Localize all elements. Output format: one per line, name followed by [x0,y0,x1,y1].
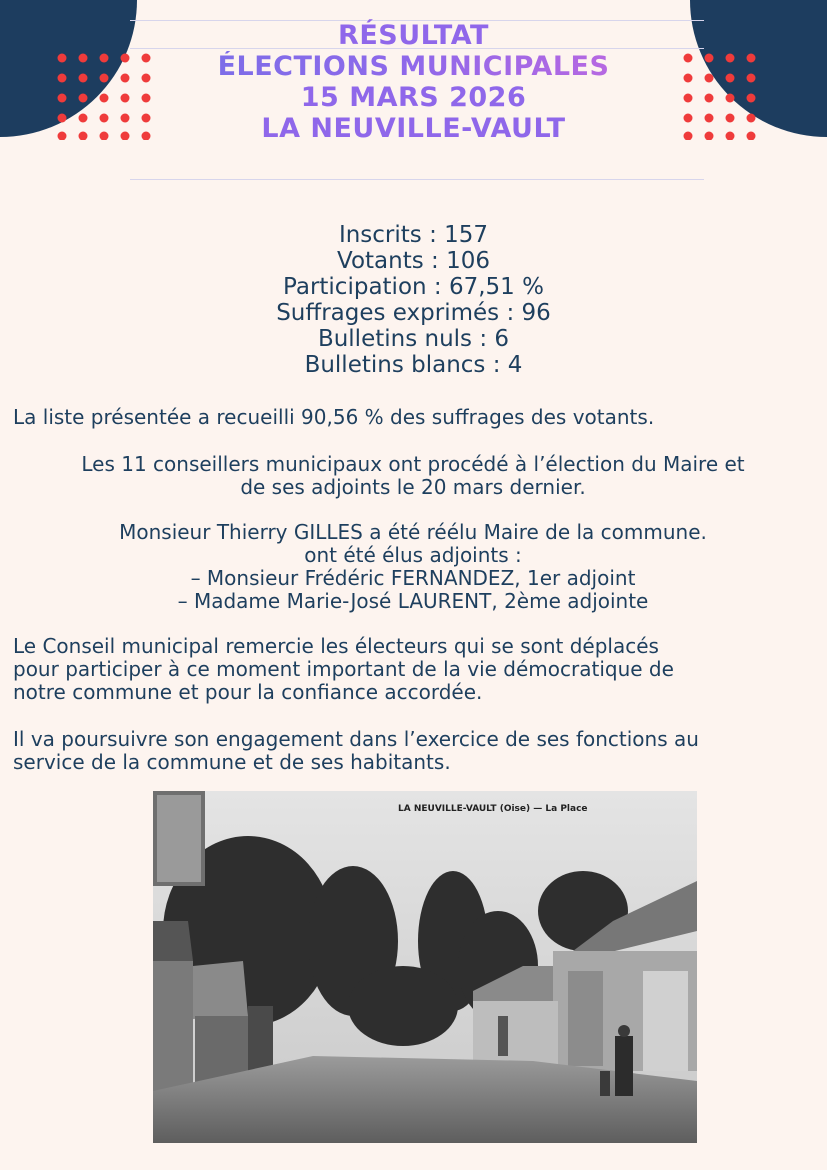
title-line-commune: LA NEUVILLE-VAULT [261,113,566,144]
stat-suffrages: Suffrages exprimés : 96 [276,300,551,326]
page-title [0,20,827,144]
paragraph-commitment [13,728,813,774]
stat-votants: Votants : 106 [337,248,490,274]
stat-participation: Participation : 67,51 % [283,274,544,300]
photo-caption: LA NEUVILLE-VAULT (Oise) — La Place [398,804,588,814]
paragraph-council-line2: de ses adjoints le 20 mars dernier. [240,475,586,499]
paragraph-commitment-line2: service de la commune et de ses habitants. [13,750,451,774]
title-line-date: 15 MARS 2026 [300,82,527,113]
paragraph-commitment-line1: Il va poursuivre son engagement dans l’exercice de ses fonctions au [13,727,699,751]
village-square-postcard-photo [153,791,697,1143]
paragraph-result-text: La liste présentée a recueilli 90,56 % des suffrages des votants. [13,405,655,429]
paragraph-thanks [13,635,813,704]
paragraph-result [13,406,813,429]
paragraph-council [13,453,813,499]
title-line-elections: ÉLECTIONS MUNICIPALES [0,51,827,82]
stat-blancs: Bulletins blancs : 4 [304,352,523,378]
header-rule-bottom [130,179,704,180]
paragraph-thanks-line3: notre commune et pour la confiance accordée. [13,680,483,704]
paragraph-mayor-line2: ont été élus adjoints : [304,543,522,567]
stat-nuls: Bulletins nuls : 6 [317,326,510,352]
election-stats [0,222,827,378]
paragraph-thanks-line1: Le Conseil municipal remercie les électeurs qui se sont déplacés [13,634,659,658]
title-line-result: RÉSULTAT [338,20,489,51]
paragraph-mayor-line1: Monsieur Thierry GILLES a été réélu Maire de la commune. [119,520,707,544]
paragraph-mayor-line4: – Madame Marie-José LAURENT, 2ème adjointe [177,589,649,613]
paragraph-mayor-line3: – Monsieur Frédéric FERNANDEZ, 1er adjoint [190,566,636,590]
paragraph-council-line1: Les 11 conseillers municipaux ont procédé à l’élection du Maire et [81,452,745,476]
paragraph-mayor [13,521,813,613]
paragraph-thanks-line2: pour participer à ce moment important de la vie démocratique de [13,657,674,681]
stat-inscrits: Inscrits : 157 [338,222,489,248]
